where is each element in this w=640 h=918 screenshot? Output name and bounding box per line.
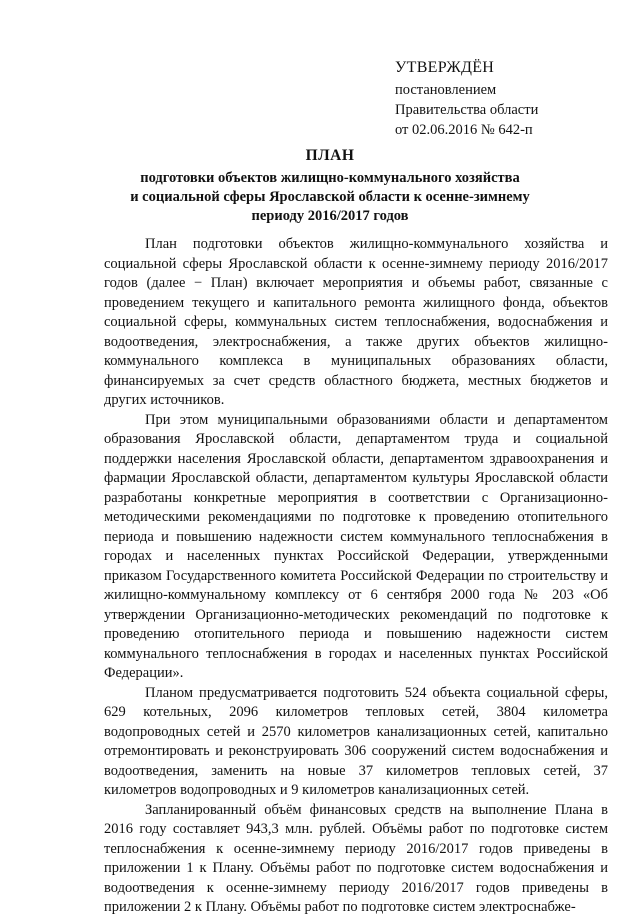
document-subtitle-line-2: и социальной сферы Ярославской области к осенне-зимнему: [130, 189, 530, 205]
approval-line-1: постановлением: [395, 82, 497, 98]
approval-line-2: Правительства области: [395, 102, 539, 118]
approval-line-3: от 02.06.2016 № 642-п: [395, 122, 533, 138]
paragraph: При этом муниципальными образованиями области и департаментом образования Ярославской области, департаментом труда и социальной поддержки населения Ярославской области, департаментом здравоохранения и фармации Ярославской области, департаментом культуры Ярославской области разработаны конкретные мероприятия в соответствии с Организационно-методическими рекомендациями по подготовке к проведению отопительного периода и повышению надежности систем коммунального теплоснабжения в городах и населенных пунктах Российской Федерации, утвержденными приказом Государственного комитета Российской Федерации по строительству и жилищно-коммунальному комплексу от 6 сентября 2000 года № 203 «Об утверждении Организационно-методических рекомендаций по подготовке к проведению отопительного периода и повышению надежности систем коммунального теплоснабжения в городах и населенных пунктах Российской Федерации».: [104, 411, 608, 681]
document-title: ПЛАН: [305, 147, 355, 164]
approval-stamp: [395, 58, 625, 140]
paragraph: Запланированный объём финансовых средств на выполнение Плана в 2016 году составляет 943,3 млн. рублей. Объёмы работ по подготовке систем теплоснабжения к осенне-зимнему периоду 2016/2017 годов приведены в приложении 1 к Плану. Объёмы работ по подготовке систем водоснабжения и водоотведения к осенне-зимнему периоду 2016/2017 годов приведены в приложении 2 к Плану. Объёмы работ по подготовке систем электроснабже-: [104, 801, 608, 915]
paragraph: План подготовки объектов жилищно-коммунального хозяйства и социальной сферы Ярославской области к осенне-зимнему периоду 2016/2017 годов (далее − План) включает мероприятия и объемы работ, связанные с проведением текущего и капитального ремонта жилищного фонда, объектов социальной сферы, коммунальных систем теплоснабжения, водоснабжения и водоотведения, электроснабжения, а также других объектов жилищно-коммунального комплекса в муниципальных образованиях области, финансируемых за счет средств областного бюджета, местных бюджетов и других источников.: [104, 236, 608, 408]
document-subtitle-line-3: периоду 2016/2017 годов: [251, 208, 409, 224]
document-subtitle-line-1: подготовки объектов жилищно-коммунального хозяйства: [140, 170, 520, 186]
document-body: [104, 235, 608, 918]
approval-title: УТВЕРЖДЁН: [395, 59, 495, 76]
document-heading: [100, 146, 560, 226]
paragraph: Планом предусматривается подготовить 524 объекта социальной сферы, 629 котельных, 2096 километров тепловых сетей, 3804 километра водопроводных сетей и 2570 километров канализационных сетей, капитально отремонтировать и реконструировать 306 сооружений систем водоснабжения и водоотведения, заменить на новые 37 километров тепловых сетей, 37 километров водопроводных и 9 километров канализационных сетей.: [104, 684, 608, 798]
